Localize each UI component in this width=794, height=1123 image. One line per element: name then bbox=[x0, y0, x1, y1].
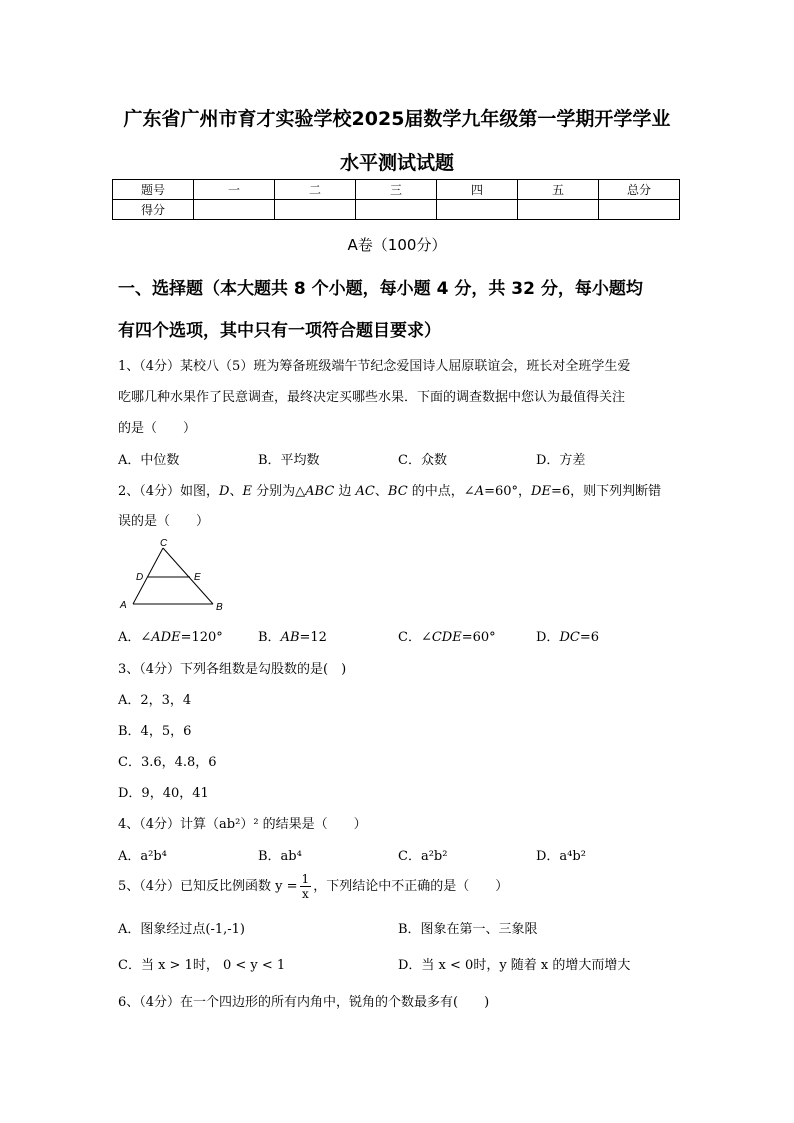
figure-label-b: B bbox=[216, 602, 223, 613]
q4-option-b[interactable]: B．ab⁴ bbox=[258, 849, 302, 864]
q2-option-c[interactable]: C．∠CDE=60° bbox=[398, 630, 496, 645]
q2-option-d[interactable]: D．DC=6 bbox=[536, 630, 599, 645]
score-cell[interactable] bbox=[518, 200, 599, 220]
score-cell[interactable] bbox=[437, 200, 518, 220]
fraction: $\frac{1}{x}$ bbox=[301, 872, 310, 901]
q1-option-c[interactable]: C．众数 bbox=[398, 453, 447, 468]
score-table-header: 五 bbox=[518, 180, 599, 200]
part1-heading-line-1: 一、选择题（本大题共 8 个小题，每小题 4 分，共 32 分，每小题均 bbox=[118, 279, 643, 299]
q1-option-d[interactable]: D．方差 bbox=[536, 453, 586, 468]
q3-option-a[interactable]: A．2，3，4 bbox=[118, 693, 192, 708]
q2-option-a[interactable]: A．∠ADE=120° bbox=[118, 630, 223, 645]
score-table-header-row bbox=[113, 180, 680, 200]
figure-label-a: A bbox=[120, 600, 127, 611]
part1-heading-line-2: 有四个选项，其中只有一项符合题目要求） bbox=[118, 321, 441, 341]
score-cell[interactable] bbox=[194, 200, 275, 220]
q5-stem: 5、（4分）已知反比例函数 y = $\frac{1}{x}$ ，下列结论中不正确的是（ ） bbox=[118, 872, 509, 901]
q5-option-b[interactable]: B．图象在第一、三象限 bbox=[398, 922, 538, 937]
q3-option-c[interactable]: C．3.6，4.8，6 bbox=[118, 755, 217, 770]
title-line-2: 水平测试试题 bbox=[339, 152, 454, 174]
q4-option-c[interactable]: C．a²b² bbox=[398, 849, 448, 864]
q5-option-c[interactable]: C．当 x > 1时， 0 < y < 1 bbox=[118, 958, 286, 973]
score-table-header: 题号 bbox=[113, 180, 194, 200]
score-cell[interactable] bbox=[599, 200, 680, 220]
figure-label-e: E bbox=[194, 572, 201, 583]
figure-label-d: D bbox=[136, 572, 144, 583]
q1-option-a[interactable]: A．中位数 bbox=[118, 453, 180, 468]
q2-stem-line-2: 误的是（ ） bbox=[118, 514, 210, 529]
title-line-1: 广东省广州市育才实验学校2025届数学九年级第一学期开学学业 bbox=[123, 108, 671, 130]
q3-stem: 3、（4分）下列各组数是勾股数的是( ) bbox=[118, 662, 347, 677]
score-cell[interactable] bbox=[356, 200, 437, 220]
score-table-score-row bbox=[113, 200, 680, 220]
section-a-heading: A卷（100分） bbox=[347, 236, 447, 254]
q2-stem-line-1: 2、（4分）如图，D、E 分别为△ABC 边 AC、BC 的中点，∠A=60°，DE=6，则下列判断错 bbox=[118, 484, 662, 499]
score-table-header: 四 bbox=[437, 180, 518, 200]
q1-stem-line-3: 的是（ ） bbox=[118, 421, 197, 436]
score-table-header: 总分 bbox=[599, 180, 680, 200]
q1-stem-line-1: 1、（4分）某校八（5）班为筹备班级端午节纪念爱国诗人屈原联谊会，班长对全班学生爱 bbox=[118, 359, 631, 374]
q5-option-a[interactable]: A．图象经过点(-1,-1) bbox=[118, 922, 245, 937]
q2-option-b[interactable]: B．AB=12 bbox=[258, 630, 327, 645]
q2-triangle-figure bbox=[112, 532, 232, 614]
q1-option-b[interactable]: B．平均数 bbox=[258, 453, 320, 468]
q5-option-d[interactable]: D．当 x < 0时，y 随着 x 的增大而增大 bbox=[398, 958, 631, 973]
q4-option-a[interactable]: A．a²b⁴ bbox=[118, 849, 167, 864]
q3-option-b[interactable]: B．4，5，6 bbox=[118, 724, 192, 739]
score-table-header: 一 bbox=[194, 180, 275, 200]
q6-stem: 6、（4分）在一个四边形的所有内角中，锐角的个数最多有( ) bbox=[118, 995, 490, 1010]
q4-stem: 4、（4分）计算（ab²）² 的结果是（ ） bbox=[118, 817, 367, 832]
q1-stem-line-2: 吃哪几种水果作了民意调查，最终决定买哪些水果．下面的调查数据中您认为最值得关注 bbox=[118, 390, 626, 405]
score-table-header: 二 bbox=[275, 180, 356, 200]
score-cell[interactable] bbox=[275, 200, 356, 220]
score-table-row-label: 得分 bbox=[113, 200, 194, 220]
score-table-header: 三 bbox=[356, 180, 437, 200]
figure-label-c: C bbox=[160, 538, 168, 549]
q4-option-d[interactable]: D．a⁴b² bbox=[536, 849, 586, 864]
q3-option-d[interactable]: D．9，40，41 bbox=[118, 786, 209, 801]
score-table bbox=[112, 179, 680, 220]
